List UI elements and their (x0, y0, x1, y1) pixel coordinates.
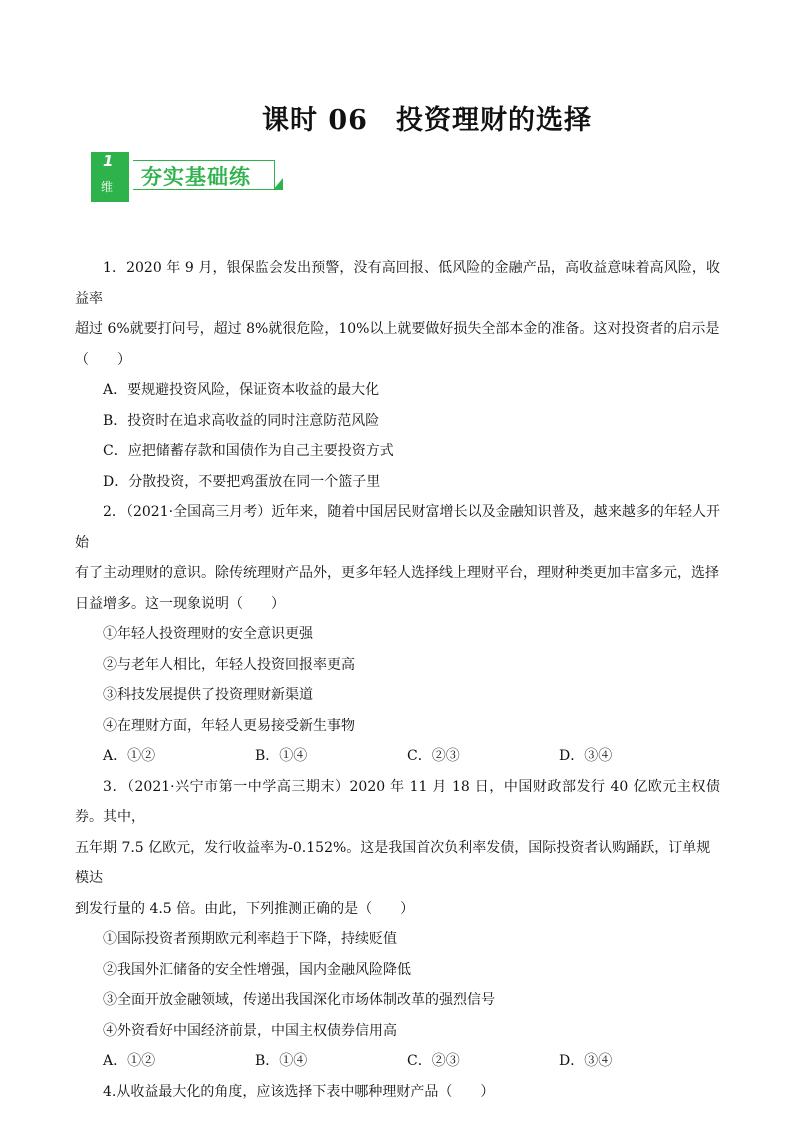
option-b: B．投资时在追求高收益的同时注意防范风险 (103, 412, 380, 429)
statement-4: ④外资看好中国经济前景，中国主权债券信用高 (103, 1022, 397, 1039)
question-stem-line: 五年期 7.5 亿欧元，发行收益率为-0.152%。这是我国首次负利率发债，国际投资者认购踊跃，订单规模达 (75, 839, 711, 886)
question-stem-line: （ ） (75, 351, 131, 368)
option-a: A．要规避投资风险，保证资本收益的最大化 (103, 382, 380, 398)
question-stem-line: 3．（2021·兴宁市第一中学高三期末）2020 年 11 月 18 日，中国财政部发行 40 亿欧元主权债券。其中， (75, 778, 720, 825)
choice-a: A．①② (103, 748, 156, 764)
statement-4: ④在理财方面，年轻人更易接受新生事物 (103, 717, 355, 734)
section-badge (91, 150, 291, 206)
question-stem-line: 到发行量的 4.5 倍。由此，下列推测正确的是（ ） (75, 900, 415, 917)
choice-row (75, 741, 720, 772)
badge-suffix: 维 (101, 180, 114, 194)
statement-1: ①国际投资者预期欧元利率趋于下降，持续贬值 (103, 931, 397, 947)
question-list (75, 253, 720, 1107)
statement-3: ③科技发展提供了投资理财新渠道 (103, 687, 313, 703)
option-d: D．分散投资，不要把鸡蛋放在同一个篮子里 (103, 473, 381, 490)
statement-2: ②与老年人相比，年轻人投资回报率更高 (103, 656, 355, 673)
section-label: 夯实基础练 (141, 165, 251, 189)
badge-corner-mark (273, 178, 283, 190)
choice-a: A．①② (103, 1053, 156, 1069)
badge-number: 1 (103, 152, 114, 170)
choice-c: C．②③ (407, 748, 460, 764)
question-2 (75, 497, 720, 772)
question-stem-line: 4.从收益最大化的角度，应该选择下表中哪种理财产品（ ） (103, 1083, 495, 1100)
question-stem-line: 有了主动理财的意识。除传统理财产品外，更多年轻人选择线上理财平台，理财种类更加丰富多元，选择 (75, 565, 719, 581)
statement-2: ②我国外汇储备的安全性增强，国内金融风险降低 (103, 961, 411, 978)
question-stem-line: 超过 6%就要打问号，超过 8%就很危险，10%以上就要做好损失全部本金的准备。这对投资者的启示是 (75, 321, 720, 337)
choice-row (75, 1046, 720, 1077)
question-3 (75, 772, 720, 1077)
option-c: C．应把储蓄存款和国债作为自己主要投资方式 (103, 443, 394, 459)
question-stem-line: 1．2020 年 9 月，银保监会发出预警，没有高回报、低风险的金融产品，高收益意味着高风险，收益率 (75, 260, 720, 307)
page-title: 课时 06 投资理财的选择 (262, 105, 592, 136)
statement-1: ①年轻人投资理财的安全意识更强 (103, 626, 313, 642)
choice-d: D．③④ (559, 748, 613, 764)
choice-b: B．①④ (255, 1053, 308, 1069)
choice-d: D．③④ (559, 1053, 613, 1069)
question-4 (75, 1077, 720, 1108)
choice-b: B．①④ (255, 748, 308, 764)
statement-3: ③全面开放金融领域，传递出我国深化市场体制改革的强烈信号 (103, 992, 495, 1008)
question-1 (75, 253, 720, 497)
question-stem-line: 2．（2021·全国高三月考）近年来，随着中国居民财富增长以及金融知识普及，越来越多的年轻人开始 (75, 504, 720, 551)
question-stem-line: 日益增多。这一现象说明（ ） (75, 595, 285, 612)
choice-c: C．②③ (407, 1053, 460, 1069)
